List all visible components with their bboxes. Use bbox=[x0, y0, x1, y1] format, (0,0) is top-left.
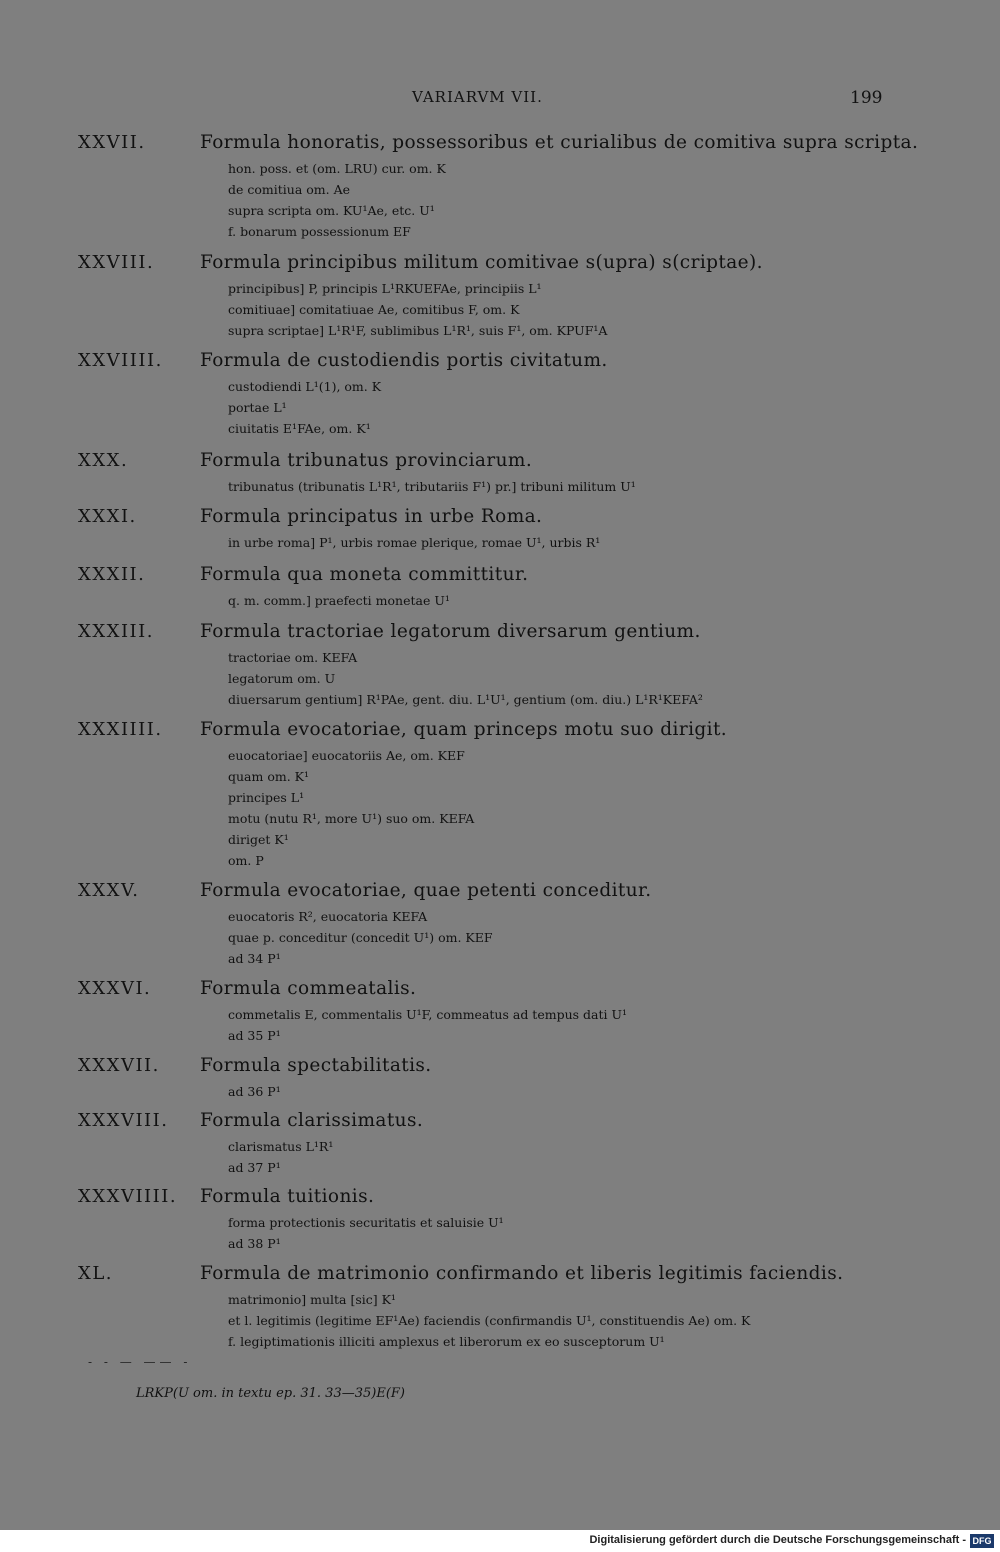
apparatus-note: q. m. comm.] praefecti monetae U¹ bbox=[228, 593, 450, 608]
entry-title: Formula tractoriae legatorum diversarum gentium. bbox=[200, 621, 701, 642]
entry-numeral: XXXVIII. bbox=[78, 1110, 169, 1131]
entry-title: Formula spectabilitatis. bbox=[200, 1055, 432, 1076]
apparatus-note: tribunatus (tribunatis L¹R¹, tributariis F¹) pr.] tribuni militum U¹ bbox=[228, 479, 636, 494]
entry-apparatus bbox=[228, 590, 450, 611]
entry-numeral: XXXIII. bbox=[78, 621, 154, 642]
apparatus-note: quae p. conceditur (concedit U¹) om. KEF bbox=[228, 930, 493, 945]
apparatus-note: f. legiptimationis illiciti amplexus et liberorum ex eo susceptorum U¹ bbox=[228, 1334, 665, 1349]
entry-title: Formula qua moneta committitur. bbox=[200, 564, 529, 585]
entry-apparatus bbox=[228, 1004, 627, 1046]
apparatus-note: legatorum om. U bbox=[228, 671, 336, 686]
entry-numeral: XXXVII. bbox=[78, 1055, 160, 1076]
apparatus-note: clarismatus L¹R¹ bbox=[228, 1139, 334, 1154]
entry-apparatus bbox=[228, 278, 607, 341]
separator-dashes: - - — —— - bbox=[88, 1355, 192, 1369]
page-number: 199 bbox=[850, 88, 883, 108]
entry-numeral: XXXVIIII. bbox=[78, 1186, 178, 1207]
entry-apparatus bbox=[228, 158, 446, 242]
apparatus-note: euocatoriae] euocatoriis Ae, om. KEF bbox=[228, 748, 465, 763]
apparatus-note: hon. poss. et (om. LRU) cur. om. K bbox=[228, 161, 446, 176]
dfg-funding-text: Digitalisierung gefördert durch die Deutsche Forschungsgemeinschaft - bbox=[589, 1534, 966, 1546]
apparatus-note: ad 37 P¹ bbox=[228, 1160, 281, 1175]
entry-title: Formula commeatalis. bbox=[200, 978, 417, 999]
apparatus-note: forma protectionis securitatis et saluisie U¹ bbox=[228, 1215, 504, 1230]
apparatus-note: tractoriae om. KEFA bbox=[228, 650, 358, 665]
apparatus-note: ad 36 P¹ bbox=[228, 1084, 281, 1099]
entry-numeral: XXXVI. bbox=[78, 978, 152, 999]
entry-numeral: XXX. bbox=[78, 450, 129, 471]
entry-apparatus bbox=[228, 745, 474, 871]
dfg-funding-bar bbox=[0, 1530, 1000, 1552]
apparatus-note: f. bonarum possessionum EF bbox=[228, 224, 411, 239]
apparatus-note: quam om. K¹ bbox=[228, 769, 310, 784]
apparatus-note: custodiendi L¹(1), om. K bbox=[228, 379, 382, 394]
entry-apparatus bbox=[228, 376, 381, 439]
apparatus-note: comitiuae] comitatiuae Ae, comitibus F, om. K bbox=[228, 302, 520, 317]
entry-title: Formula principatus in urbe Roma. bbox=[200, 506, 543, 527]
entry-numeral: XL. bbox=[78, 1263, 113, 1284]
entry-apparatus bbox=[228, 476, 636, 497]
apparatus-note: ad 34 P¹ bbox=[228, 951, 281, 966]
running-title: VARIARVM VII. bbox=[412, 88, 543, 106]
entry-numeral: XXXI. bbox=[78, 506, 137, 527]
apparatus-note: ad 35 P¹ bbox=[228, 1028, 281, 1043]
entry-apparatus bbox=[228, 1081, 281, 1102]
entry-title: Formula de matrimonio confirmando et liberis legitimis faciendis. bbox=[200, 1263, 844, 1284]
apparatus-note: motu (nutu R¹, more U¹) suo om. KEFA bbox=[228, 811, 475, 826]
entry-numeral: XXVIII. bbox=[78, 252, 155, 273]
apparatus-note: de comitiua om. Ae bbox=[228, 182, 350, 197]
apparatus-note: diuersarum gentium] R¹PAe, gent. diu. L¹U¹, gentium (om. diu.) L¹R¹KEFA² bbox=[228, 692, 703, 707]
apparatus-note: om. P bbox=[228, 853, 264, 868]
apparatus-note: in urbe roma] P¹, urbis romae plerique, romae U¹, urbis R¹ bbox=[228, 535, 601, 550]
entry-title: Formula evocatoriae, quam princeps motu suo dirigit. bbox=[200, 719, 728, 740]
manuscript-sigla-note: LRKP(U om. in textu ep. 31. 33—35)E(F) bbox=[136, 1386, 405, 1401]
entry-title: Formula clarissimatus. bbox=[200, 1110, 424, 1131]
apparatus-note: matrimonio] multa [sic] K¹ bbox=[228, 1292, 396, 1307]
apparatus-note: supra scriptae] L¹R¹F, sublimibus L¹R¹, suis F¹, om. KPUF¹A bbox=[228, 323, 608, 338]
entry-title: Formula tribunatus provinciarum. bbox=[200, 450, 533, 471]
entry-apparatus bbox=[228, 532, 600, 553]
entry-title: Formula principibus militum comitivae s(upra) s(criptae). bbox=[200, 252, 763, 273]
entry-title: Formula de custodiendis portis civitatum. bbox=[200, 350, 608, 371]
entry-numeral: XXVIIII. bbox=[78, 350, 163, 371]
apparatus-note: ciuitatis E¹FAe, om. K¹ bbox=[228, 421, 371, 436]
entry-numeral: XXXII. bbox=[78, 564, 146, 585]
entry-numeral: XXXV. bbox=[78, 880, 140, 901]
apparatus-note: principes L¹ bbox=[228, 790, 305, 805]
entry-title: Formula tuitionis. bbox=[200, 1186, 375, 1207]
apparatus-note: principibus] P, principis L¹RKUEFAe, principiis L¹ bbox=[228, 281, 542, 296]
entry-apparatus bbox=[228, 906, 493, 969]
apparatus-note: commetalis E, commentalis U¹F, commeatus ad tempus dati U¹ bbox=[228, 1007, 627, 1022]
apparatus-note: portae L¹ bbox=[228, 400, 287, 415]
apparatus-note: ad 38 P¹ bbox=[228, 1236, 281, 1251]
entry-numeral: XXVII. bbox=[78, 132, 146, 153]
entry-apparatus bbox=[228, 1136, 333, 1178]
entry-apparatus bbox=[228, 1212, 504, 1254]
entry-numeral: XXXIIII. bbox=[78, 719, 163, 740]
entry-title: Formula evocatoriae, quae petenti conceditur. bbox=[200, 880, 652, 901]
entry-title: Formula honoratis, possessoribus et curialibus de comitiva supra scripta. bbox=[200, 132, 919, 153]
apparatus-note: et l. legitimis (legitime EF¹Ae) faciendis (confirmandis U¹, constituendis Ae) om. K bbox=[228, 1313, 751, 1328]
dfg-logo-icon: DFG bbox=[970, 1534, 994, 1548]
apparatus-note: diriget K¹ bbox=[228, 832, 289, 847]
entry-apparatus bbox=[228, 647, 703, 710]
apparatus-note: supra scripta om. KU¹Ae, etc. U¹ bbox=[228, 203, 435, 218]
entry-apparatus bbox=[228, 1289, 750, 1352]
apparatus-note: euocatoris R², euocatoria KEFA bbox=[228, 909, 428, 924]
